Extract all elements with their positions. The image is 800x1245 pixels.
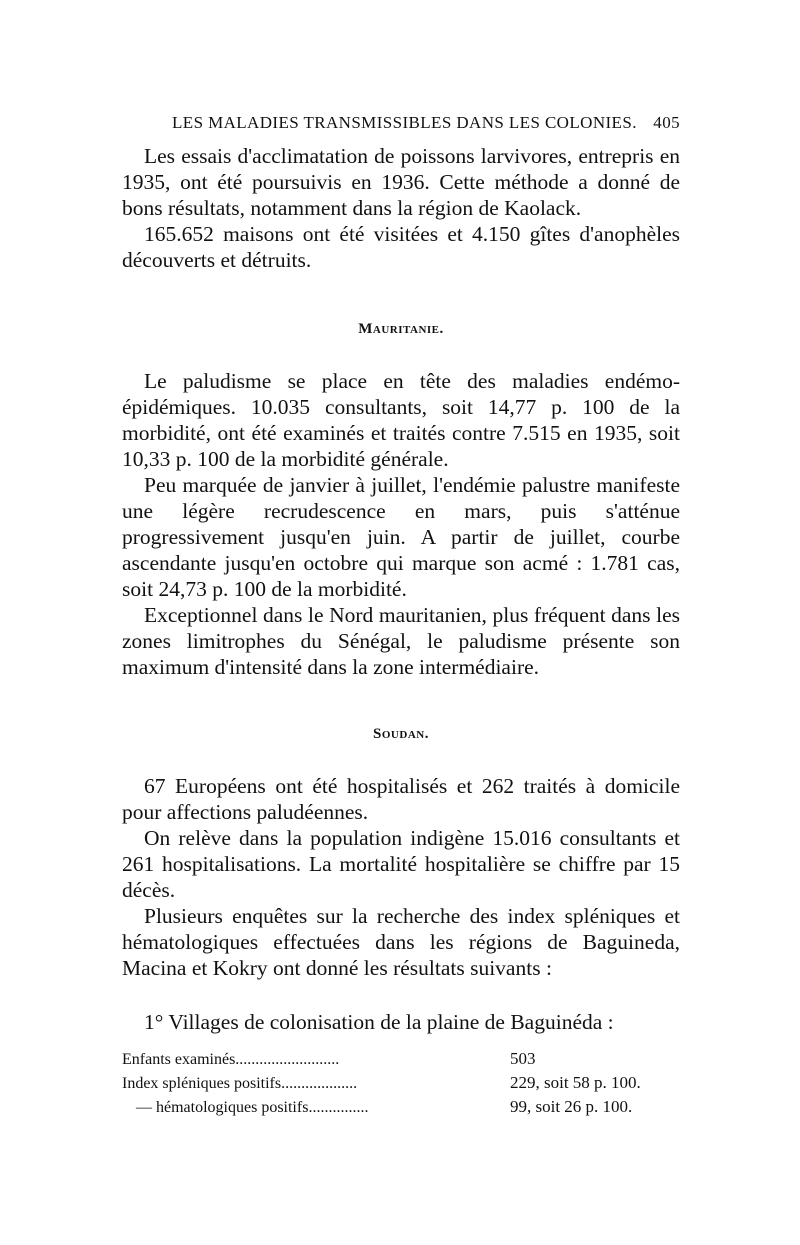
leader-dots: ............... [308,1099,369,1116]
soudan-paragraph-1: 67 Européens ont été hospitalisés et 262 traités à domicile pour affections paludéennes. [122,774,680,824]
table-row [122,1093,680,1117]
row-value: 229, soit 58 p. 100. [510,1073,641,1092]
row-value: 99, soit 26 p. 100. [510,1097,633,1116]
mauritanie-paragraph-3: Exceptionnel dans le Nord mauritanien, plus fréquent dans les zones limitrophes du Sénégal, le paludisme présente son maximum d'intensité dans la zone intermédiaire. [122,603,680,679]
row-value: 503 [510,1049,536,1068]
section-title-soudan: Soudan. [373,726,429,742]
soudan-subheading: 1° Villages de colonisation de la plaine de Baguinéda : [144,1010,614,1034]
running-header-title: LES MALADIES TRANSMISSIBLES DANS LES COLONIES. [172,113,637,132]
table-row [122,1069,680,1093]
row-label: Enfants examinés [122,1051,236,1068]
baguineda-results-table [122,1045,680,1117]
soudan-paragraph-3: Plusieurs enquêtes sur la recherche des index spléniques et hématologiques effectuées dans les régions de Baguineda, Macina et Kokry ont donné les résultats suivants : [122,904,680,980]
intro-paragraph-1: Les essais d'acclimatation de poissons larvivores, entrepris en 1935, ont été poursuivis en 1936. Cette méthode a donné de bons résultats, notamment dans la région de Kaolack. [122,144,680,220]
mauritanie-paragraph-2: Peu marquée de janvier à juillet, l'endémie palustre manifeste une légère recrudescence en mars, puis s'atténue progressivement jusqu'en juin. A partir de juillet, courbe ascendante jusqu'en octobre qui marque son acmé : 1.781 cas, soit 24,73 p. 100 de la morbidité. [122,473,680,601]
mauritanie-paragraph-1: Le paludisme se place en tête des maladies endémo-épidémiques. 10.035 consultants, soit 14,77 p. 100 de la morbidité, ont été examinés et traités contre 7.515 en 1935, soit 10,33 p. 100 de la morbidité générale. [122,369,680,471]
table-row [122,1045,680,1069]
soudan-paragraph-2: On relève dans la population indigène 15.016 consultants et 261 hospitalisations. La mortalité hospitalière se chiffre par 15 décès. [122,826,680,902]
intro-paragraph-2: 165.652 maisons ont été visitées et 4.150 gîtes d'anophèles découverts et détruits. [122,222,680,272]
page-number: 405 [653,113,680,132]
row-label: — hématologiques positifs [136,1099,309,1116]
row-label: Index spléniques positifs [122,1075,282,1092]
running-header [172,112,680,134]
leader-dots: .......................... [235,1051,340,1068]
leader-dots: ................... [281,1075,358,1092]
section-title-mauritanie: Mauritanie. [358,321,444,337]
document-page [122,112,680,1117]
